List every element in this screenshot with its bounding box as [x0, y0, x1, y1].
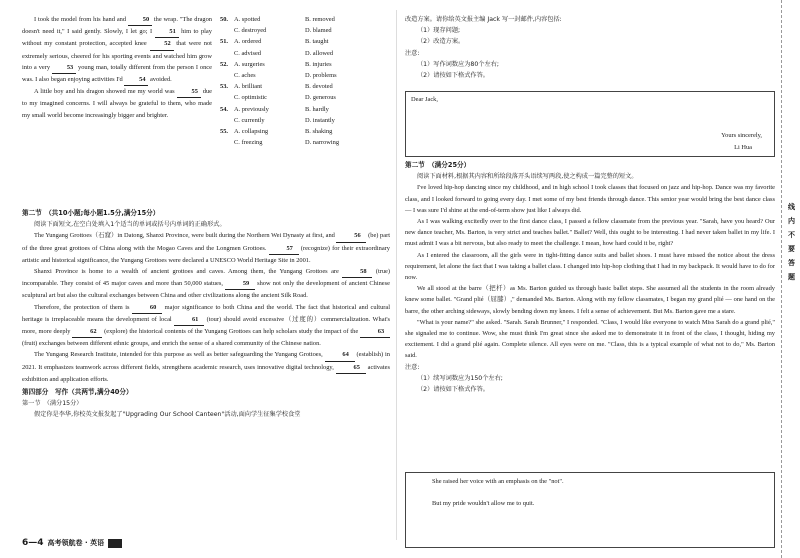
option-row — [220, 92, 390, 103]
option-a-c[interactable] — [220, 115, 305, 126]
note-1-2: （2）请按如下格式作答。 — [417, 72, 489, 80]
option-b-d[interactable]: D. generous — [305, 94, 336, 102]
section2-writing-instruction: 阅读下面材料,根据其内容和所给段落开头语续写两段,使之构成一篇完整的短文。 — [417, 173, 638, 181]
story-paragraph-1: I've loved hip-hop dancing since my childhood, and in high school I took classes that focused on jazz and hip-hop. Dance was my favorite class, and I looked forward to going every day. I met some of my best friends through dance. This senior year would bring the best dance class — I was sure I'd shine at the end-of-term show just like I always did. — [405, 184, 775, 214]
grammar-paragraph-1: The Yungang Grottoes（石窟）in Datong, Shanxi Province, were built during the Northern Wei Dynasty at first, and 56 (be) part of the three great grottoes of China along with the Mogao Caves and the Longmen Grottoes. 57 (recognize) for their extraordinary artistic and historical significance, the Yungang Grottoes were declared a UNESCO World Heritage Site in 2001. — [22, 232, 391, 264]
option-b-d[interactable]: D. blamed — [305, 27, 332, 35]
option-text: C. advised — [234, 49, 261, 57]
note-label-1: 注意: — [405, 49, 420, 57]
option-a-c[interactable] — [220, 36, 305, 47]
option-row — [220, 104, 390, 115]
option-text: A. surgeries — [234, 60, 265, 68]
page-number: 6—4 — [22, 538, 44, 548]
cloze-passage-end — [22, 14, 212, 121]
option-row — [220, 81, 390, 92]
blank-58[interactable]: 58 — [342, 266, 372, 278]
option-number: 53. — [220, 83, 228, 91]
continuation-answer-box[interactable] — [405, 472, 775, 548]
continuation-opening-2: But my pride wouldn't allow me to quit. — [432, 500, 535, 507]
footer-title: 高考领航卷 · 英语 — [47, 539, 105, 547]
blank-54[interactable]: 54 — [124, 74, 148, 86]
option-a-c[interactable] — [220, 126, 305, 137]
note-label-2: 注意: — [405, 363, 420, 371]
letter-answer-box[interactable] — [405, 91, 775, 157]
option-text: C. aches — [234, 71, 256, 79]
blank-57[interactable]: 57 — [269, 243, 299, 255]
option-text: A. previously — [234, 105, 269, 113]
grammar-paragraph-4: The Yungang Research Institute, intended for this purpose as well as better safeguarding the Yungang Grottoes, 64 (establish) in 2021. It emphasizes teamwork across different fields, strengthens academic research, uses innovative digital technology, 65 activates exhibition and application efforts. — [22, 351, 390, 383]
option-row — [220, 137, 390, 148]
option-text: A. brilliant — [234, 83, 263, 91]
section2-heading: 第二节 （共10小题;每小题1.5分,满分15分） — [22, 209, 160, 217]
blank-59[interactable]: 59 — [225, 278, 255, 290]
option-row — [220, 126, 390, 137]
option-a-c[interactable] — [220, 137, 305, 148]
writing-section — [405, 14, 775, 81]
option-b-d[interactable]: B. taught — [305, 38, 329, 46]
option-number: 52. — [220, 60, 228, 68]
letter-salutation: Dear Jack, — [411, 96, 438, 103]
part4-heading: 第四部分 写作（共两节,满分40分） — [22, 388, 133, 397]
binding-margin — [781, 0, 800, 558]
cloze-options — [220, 14, 390, 148]
option-row — [220, 70, 390, 81]
writing-item-1: （1）现存问题; — [417, 27, 461, 35]
blank-53[interactable]: 53 — [52, 62, 76, 74]
letter-closing: Yours sincerely, — [721, 132, 762, 139]
option-a-c[interactable] — [220, 59, 305, 70]
column-divider — [396, 10, 397, 540]
option-b-d[interactable]: B. removed — [305, 16, 335, 23]
option-b-d[interactable]: D. narrowing — [305, 139, 340, 147]
part4-prompt: 假定你是李华,你校英文报发起了"Upgrading Our School Canteen"活动,面向学生征集学校食堂 — [34, 411, 301, 419]
blank-56[interactable]: 56 — [336, 230, 366, 242]
option-a-c[interactable] — [220, 25, 305, 36]
story-paragraph-5: "What is your name?" she asked. "Sarah. Sarah Brunner," I responded. "Class, I would like everyone to watch Miss Sarah do a grand plié," she signaled me to continue. Wow, she must think I'm great since she asked me to demonstrate it in front of the class, I thought, hiding my excitement. I did a grand plié again. Complete silence. All eyes were on me. "Class, this is a typical example of what not to do," Ms. Barton said. — [405, 318, 775, 360]
option-a-c[interactable] — [220, 92, 305, 103]
option-a-c[interactable] — [220, 70, 305, 81]
option-b-d[interactable]: B. devoted — [305, 83, 333, 91]
option-a-c[interactable] — [220, 14, 305, 25]
footer-logo-icon — [108, 539, 122, 548]
note-2-1: （1）续写词数应为150个左右; — [417, 374, 503, 382]
option-b-d[interactable]: B. injuries — [305, 60, 332, 68]
option-text: A. ordered — [234, 38, 262, 46]
blank-50[interactable]: 50 — [128, 14, 152, 26]
option-row — [220, 59, 390, 70]
option-b-d[interactable]: B. shaking — [305, 127, 333, 135]
blank-52[interactable]: 52 — [150, 38, 174, 50]
blank-65[interactable]: 65 — [336, 362, 366, 374]
story-paragraph-3: As I entered the classroom, all the girls were in tight-fitting dance suits and ballet shoes. I must have missed the notice about the dress requirement, let alone the fact that I was taking a ballet class. I changed into hip-hop clothing that I had in my backpack. It would have to do for now. — [405, 251, 775, 282]
part4-section1: 第一节 （满分15分） — [22, 400, 83, 408]
option-a-c[interactable] — [220, 48, 305, 59]
writing-item-2: （2）改造方案。 — [417, 38, 465, 46]
option-text: C. destroyed — [234, 27, 267, 35]
option-b-d[interactable]: B. hardly — [305, 105, 329, 113]
story-paragraph-2: As I was walking excitedly over to the first dance class, I passed a fellow classmate from the previous year. "Sarah, have you heard? Our new dance teacher, Ms. Barton, is very strict and teaches ballet." Ballet? Well, this ought to be interesting. I had never taken ballet in my life. I must admit I was a bit nervous, but also ready to meet the challenge. I mean, how hard could it be, right? — [405, 218, 775, 248]
section2-writing-heading: 第二节 （满分25分） — [405, 161, 471, 169]
option-b-d[interactable]: D. allowed — [305, 49, 334, 57]
cloze-paragraph-1: I took the model from his hand and 50 the wrap. "The dragon doesn't need it," I said gently. Slowly, I let go; I 51 him to play without my constant protection, accepted knee 52 that were not extremely serious, cheered for his sporting events and watched him grow into a very 53 young man, totally different from the person I once was. I also began enjoying activities I'd 54 avoided. — [22, 14, 212, 86]
option-b-d[interactable]: D. problems — [305, 71, 337, 79]
option-row — [220, 14, 390, 25]
blank-63[interactable]: 63 — [360, 326, 390, 338]
option-number: 54. — [220, 105, 228, 113]
note-1-1: （1）写作词数应为80个左右; — [417, 60, 499, 68]
option-row — [220, 48, 390, 59]
option-a-c[interactable] — [220, 104, 305, 115]
option-row — [220, 36, 390, 47]
option-row — [220, 115, 390, 126]
section2-instruction: 阅读下面短文,在空白处填入1个适当的单词或括号内单词的正确形式。 — [34, 221, 226, 229]
option-text: C. freezing — [234, 139, 263, 147]
letter-signature: Li Hua — [734, 144, 752, 151]
option-number: 55. — [220, 127, 228, 135]
option-b-d[interactable]: D. instantly — [305, 116, 335, 124]
page-footer — [22, 538, 122, 548]
continuation-section — [405, 160, 775, 395]
blank-62[interactable]: 62 — [72, 326, 102, 338]
grammar-fill-section — [22, 208, 390, 421]
grammar-paragraph-3: Therefore, the protection of them is 60 major significance to both China and the world. The fact that historical and cultural heritage is irreplaceable means the development of local 61 (tour) should avoid excessive（过度的）commercialization. What's more, more deeply 62 (explore) the historical contents of the Yungang Grottoes can help scholars study the impact of the 63 (fruit) exchanges between different ethnic groups, and enrich the sense of a shared community of the Chinese nation. — [22, 303, 391, 348]
writing-prompt-continued: 改造方案。请你给英文报主编 Jack 写一封邮件,内容包括: — [405, 16, 562, 23]
option-text: A. spotted — [234, 16, 261, 23]
grammar-paragraph-2: Shanxi Province is home to a wealth of ancient grottoes and caves. Among them, the Yungang Grottoes are 58 (true) incomparable. They consist of 45 major caves and more than 50,000 statues, 59 show not only the development of ancient Chinese sculptural art but also the cultural exchanges between China and other civilizations along the ancient Silk Road. — [22, 268, 391, 300]
option-number: 50. — [220, 16, 228, 23]
blank-64[interactable]: 64 — [325, 349, 355, 361]
blank-60[interactable]: 60 — [132, 302, 162, 314]
blank-51[interactable]: 51 — [155, 26, 179, 38]
story-paragraph-4: We all stood at the barre（把杆）as Ms. Barton guided us through basic ballet steps. She assumed all the students in the room already knew some ballet. "Grand plié（屈膝）," demanded Ms. Barton. Along with my fellow classmates, I began my grand plié — one hand on the barre, the other arching sideways, slowly bending down my knees. I felt a sense of achievement. But Ms. Barton gave me a stare. — [405, 285, 775, 315]
binding-margin-text: 线 内 不 要 答 题 — [788, 203, 795, 281]
option-text: C. optimistic — [234, 94, 268, 102]
option-row — [220, 25, 390, 36]
option-text: A. collapsing — [234, 127, 269, 135]
option-number: 51. — [220, 38, 228, 46]
continuation-opening-1: She raised her voice with an emphasis on the "not". — [432, 478, 564, 485]
cloze-paragraph-2: A little boy and his dragon showed me my world was 55 due to my imagined concerns. I will always be grateful to them, who made my small world become increasingly bigger and brighter. — [22, 88, 212, 119]
option-text: C. currently — [234, 116, 265, 124]
blank-55[interactable]: 55 — [177, 86, 201, 98]
blank-61[interactable]: 61 — [174, 314, 204, 326]
option-a-c[interactable] — [220, 81, 305, 92]
note-2-2: （2）请按如下格式作答。 — [417, 386, 489, 394]
